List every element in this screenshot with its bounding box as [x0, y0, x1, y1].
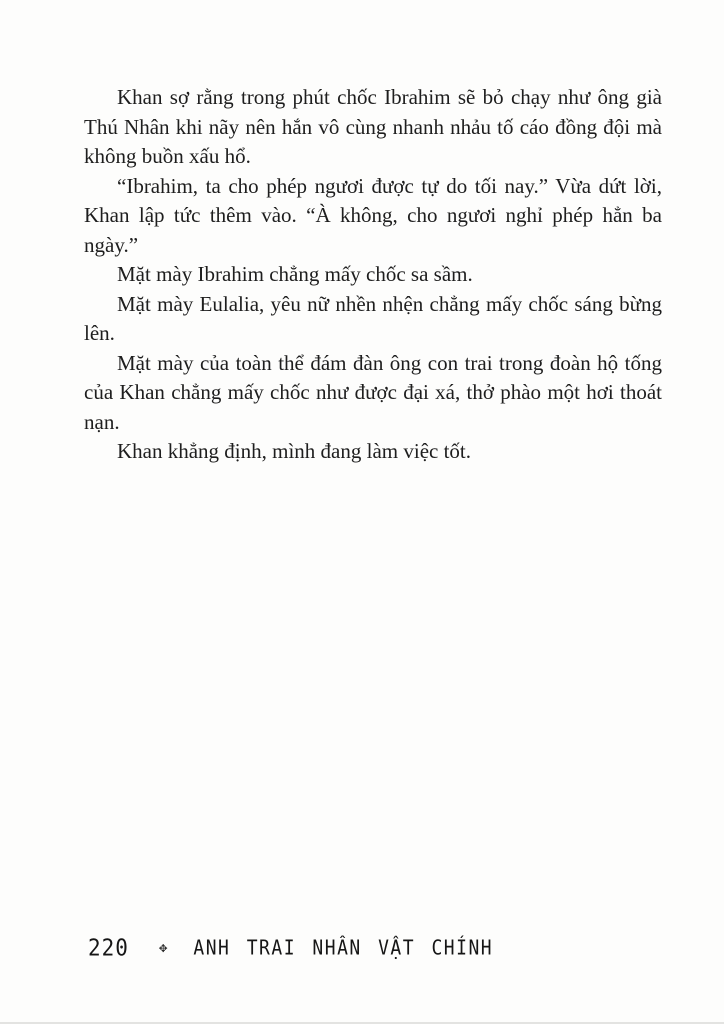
page-number: 220	[88, 935, 129, 961]
paragraph: Mặt mày của toàn thể đám đàn ông con trai trong đoàn hộ tống của Khan chẳng mấy chốc như được đại xá, thở phào một hơi thoát nạn.	[84, 350, 662, 434]
paragraph: Mặt mày Eulalia, yêu nữ nhền nhện chẳng mấy chốc sáng bừng lên.	[84, 291, 662, 345]
paragraph: Khan sợ rằng trong phút chốc Ibrahim sẽ bỏ chạy như ông già Thú Nhân khi nãy nên hắn vô cùng nhanh nhảu tố cáo đồng đội mà không buồn xấu hổ.	[84, 85, 662, 168]
page-footer	[88, 936, 493, 960]
book-title: ANH TRAI NHÂN VẬT CHÍNH	[193, 936, 494, 960]
paragraph: Mặt mày Ibrahim chẳng mấy chốc sa sầm.	[117, 262, 473, 286]
paragraph: “Ibrahim, ta cho phép ngươi được tự do tối nay.” Vừa dứt lời, Khan lập tức thêm vào. “À không, cho ngươi nghỉ phép hẳn ba ngày.”	[84, 173, 662, 257]
ornament-icon: ✥	[158, 940, 168, 956]
paragraph: Khan khẳng định, mình đang làm việc tốt.	[117, 439, 472, 463]
text-block	[84, 83, 662, 467]
